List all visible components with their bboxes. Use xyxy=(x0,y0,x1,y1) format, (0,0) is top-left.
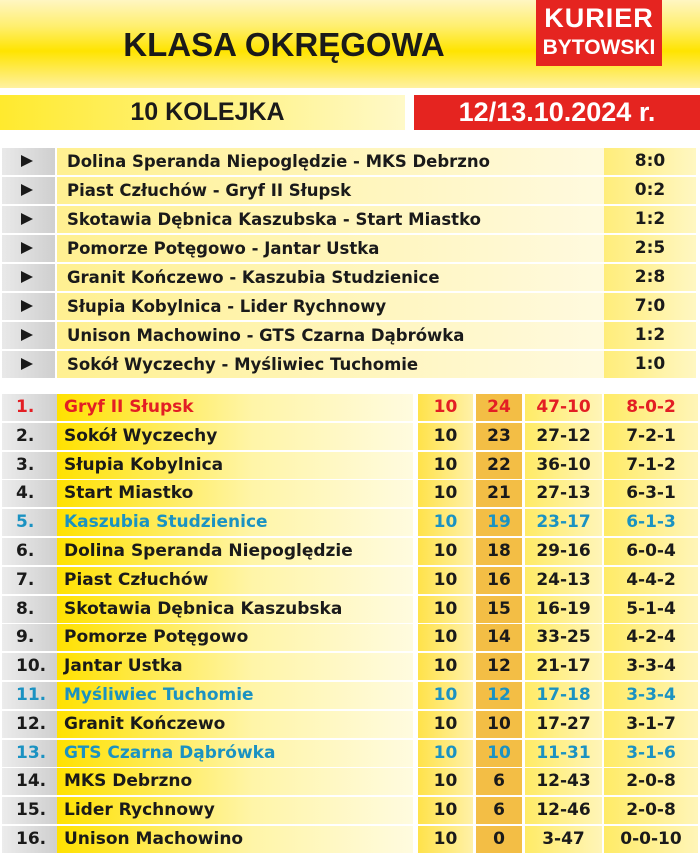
win-draw-loss-cell: 3-3-4 xyxy=(604,682,698,709)
points-cell: 14 xyxy=(476,624,522,651)
position-cell: 13. xyxy=(2,740,57,767)
goals-cell: 11-31 xyxy=(525,740,602,767)
win-draw-loss-cell: 4-4-2 xyxy=(604,567,698,594)
win-draw-loss-cell: 3-1-7 xyxy=(604,711,698,738)
matches-played-cell: 10 xyxy=(418,711,473,738)
matches-played-cell: 10 xyxy=(418,740,473,767)
position-cell: 6. xyxy=(2,538,57,565)
standings-row xyxy=(0,423,700,450)
win-draw-loss-cell: 7-1-2 xyxy=(604,452,698,479)
win-draw-loss-cell: 2-0-8 xyxy=(604,768,698,795)
team-name-cell: Gryf II Słupsk xyxy=(57,394,413,421)
team-name-cell: Granit Kończewo xyxy=(57,711,413,738)
fixture-row xyxy=(0,177,700,204)
position-cell: 4. xyxy=(2,480,57,507)
goals-cell: 17-18 xyxy=(525,682,602,709)
play-arrow-icon xyxy=(2,177,55,204)
win-draw-loss-cell: 5-1-4 xyxy=(604,596,698,623)
fixture-row xyxy=(0,148,700,175)
matches-played-cell: 10 xyxy=(418,596,473,623)
goals-cell: 29-16 xyxy=(525,538,602,565)
matches-played-cell: 10 xyxy=(418,797,473,824)
matches-played-cell: 10 xyxy=(418,768,473,795)
matches-played-cell: 10 xyxy=(418,394,473,421)
fixture-score: 1:2 xyxy=(604,206,696,233)
points-cell: 6 xyxy=(476,797,522,824)
win-draw-loss-cell: 4-2-4 xyxy=(604,624,698,651)
team-name-cell: Sokół Wyczechy xyxy=(57,423,413,450)
position-cell: 7. xyxy=(2,567,57,594)
fixture-match: Dolina Speranda Niepoględzie - MKS Debrzno xyxy=(57,148,610,175)
fixture-row xyxy=(0,351,700,378)
position-cell: 5. xyxy=(2,509,57,536)
position-cell: 8. xyxy=(2,596,57,623)
fixture-score: 0:2 xyxy=(604,177,696,204)
matches-played-cell: 10 xyxy=(418,567,473,594)
matches-played-cell: 10 xyxy=(418,624,473,651)
win-draw-loss-cell: 7-2-1 xyxy=(604,423,698,450)
fixture-row xyxy=(0,235,700,262)
team-name-cell: Skotawia Dębnica Kaszubska xyxy=(57,596,413,623)
points-cell: 22 xyxy=(476,452,522,479)
standings-row xyxy=(0,768,700,795)
goals-cell: 33-25 xyxy=(525,624,602,651)
points-cell: 12 xyxy=(476,653,522,680)
position-cell: 12. xyxy=(2,711,57,738)
fixture-match: Skotawia Dębnica Kaszubska - Start Miastko xyxy=(57,206,610,233)
team-name-cell: Piast Człuchów xyxy=(57,567,413,594)
play-arrow-icon xyxy=(2,235,55,262)
round-date: 12/13.10.2024 r. xyxy=(414,95,700,130)
newspaper-logo xyxy=(536,0,662,66)
team-name-cell: Myśliwiec Tuchomie xyxy=(57,682,413,709)
fixture-match: Sokół Wyczechy - Myśliwiec Tuchomie xyxy=(57,351,610,378)
team-name-cell: Dolina Speranda Niepoględzie xyxy=(57,538,413,565)
standings-row xyxy=(0,596,700,623)
goals-cell: 12-46 xyxy=(525,797,602,824)
goals-cell: 3-47 xyxy=(525,826,602,853)
matches-played-cell: 10 xyxy=(418,538,473,565)
fixture-match: Piast Człuchów - Gryf II Słupsk xyxy=(57,177,610,204)
position-cell: 10. xyxy=(2,653,57,680)
goals-cell: 27-13 xyxy=(525,480,602,507)
page-title: KLASA OKRĘGOWA xyxy=(123,26,445,63)
position-cell: 14. xyxy=(2,768,57,795)
standings-row xyxy=(0,538,700,565)
points-cell: 23 xyxy=(476,423,522,450)
fixture-score: 7:0 xyxy=(604,293,696,320)
standings-row xyxy=(0,711,700,738)
play-arrow-icon xyxy=(2,322,55,349)
team-name-cell: Pomorze Potęgowo xyxy=(57,624,413,651)
position-cell: 3. xyxy=(2,452,57,479)
points-cell: 12 xyxy=(476,682,522,709)
fixture-score: 8:0 xyxy=(604,148,696,175)
position-cell: 2. xyxy=(2,423,57,450)
matches-played-cell: 10 xyxy=(418,653,473,680)
win-draw-loss-cell: 3-1-6 xyxy=(604,740,698,767)
points-cell: 16 xyxy=(476,567,522,594)
fixture-score: 1:2 xyxy=(604,322,696,349)
team-name-cell: Jantar Ustka xyxy=(57,653,413,680)
goals-cell: 24-13 xyxy=(525,567,602,594)
fixture-row xyxy=(0,206,700,233)
team-name-cell: MKS Debrzno xyxy=(57,768,413,795)
standings-row xyxy=(0,452,700,479)
position-cell: 11. xyxy=(2,682,57,709)
standings-row xyxy=(0,826,700,853)
standings-row xyxy=(0,797,700,824)
standings-row xyxy=(0,624,700,651)
points-cell: 10 xyxy=(476,740,522,767)
matches-played-cell: 10 xyxy=(418,452,473,479)
points-cell: 24 xyxy=(476,394,522,421)
position-cell: 16. xyxy=(2,826,57,853)
points-cell: 15 xyxy=(476,596,522,623)
goals-cell: 47-10 xyxy=(525,394,602,421)
play-arrow-icon xyxy=(2,351,55,378)
goals-cell: 12-43 xyxy=(525,768,602,795)
logo-line-bytowski: BYTOWSKI xyxy=(542,36,656,59)
points-cell: 0 xyxy=(476,826,522,853)
goals-cell: 36-10 xyxy=(525,452,602,479)
standings-row xyxy=(0,682,700,709)
matches-played-cell: 10 xyxy=(418,826,473,853)
fixture-match: Słupia Kobylnica - Lider Rychnowy xyxy=(57,293,610,320)
goals-cell: 21-17 xyxy=(525,653,602,680)
position-cell: 15. xyxy=(2,797,57,824)
play-arrow-icon xyxy=(2,293,55,320)
standings-row xyxy=(0,740,700,767)
win-draw-loss-cell: 6-0-4 xyxy=(604,538,698,565)
position-cell: 9. xyxy=(2,624,57,651)
position-cell: 1. xyxy=(2,394,57,421)
win-draw-loss-cell: 0-0-10 xyxy=(604,826,698,853)
play-arrow-icon xyxy=(2,206,55,233)
standings-row xyxy=(0,509,700,536)
play-arrow-icon xyxy=(2,264,55,291)
win-draw-loss-cell: 8-0-2 xyxy=(604,394,698,421)
fixture-row xyxy=(0,264,700,291)
points-cell: 10 xyxy=(476,711,522,738)
team-name-cell: Lider Rychnowy xyxy=(57,797,413,824)
team-name-cell: Słupia Kobylnica xyxy=(57,452,413,479)
matches-played-cell: 10 xyxy=(418,509,473,536)
goals-cell: 17-27 xyxy=(525,711,602,738)
points-cell: 6 xyxy=(476,768,522,795)
matches-played-cell: 10 xyxy=(418,682,473,709)
goals-cell: 27-12 xyxy=(525,423,602,450)
matches-played-cell: 10 xyxy=(418,423,473,450)
team-name-cell: Start Miastko xyxy=(57,480,413,507)
play-arrow-icon xyxy=(2,148,55,175)
team-name-cell: GTS Czarna Dąbrówka xyxy=(57,740,413,767)
standings-row xyxy=(0,653,700,680)
win-draw-loss-cell: 6-3-1 xyxy=(604,480,698,507)
fixture-match: Pomorze Potęgowo - Jantar Ustka xyxy=(57,235,610,262)
fixture-row xyxy=(0,293,700,320)
win-draw-loss-cell: 3-3-4 xyxy=(604,653,698,680)
fixture-match: Granit Kończewo - Kaszubia Studzienice xyxy=(57,264,610,291)
win-draw-loss-cell: 6-1-3 xyxy=(604,509,698,536)
goals-cell: 23-17 xyxy=(525,509,602,536)
matches-played-cell: 10 xyxy=(418,480,473,507)
fixture-match: Unison Machowino - GTS Czarna Dąbrówka xyxy=(57,322,610,349)
points-cell: 19 xyxy=(476,509,522,536)
points-cell: 21 xyxy=(476,480,522,507)
fixture-score: 1:0 xyxy=(604,351,696,378)
team-name-cell: Unison Machowino xyxy=(57,826,413,853)
logo-line-kurier: KURIER xyxy=(544,3,654,33)
points-cell: 18 xyxy=(476,538,522,565)
standings-row xyxy=(0,394,700,421)
standings-row xyxy=(0,567,700,594)
win-draw-loss-cell: 2-0-8 xyxy=(604,797,698,824)
fixture-score: 2:8 xyxy=(604,264,696,291)
fixture-row xyxy=(0,322,700,349)
team-name-cell: Kaszubia Studzienice xyxy=(57,509,413,536)
round-label: 10 KOLEJKA xyxy=(0,95,405,130)
goals-cell: 16-19 xyxy=(525,596,602,623)
fixture-score: 2:5 xyxy=(604,235,696,262)
standings-row xyxy=(0,480,700,507)
